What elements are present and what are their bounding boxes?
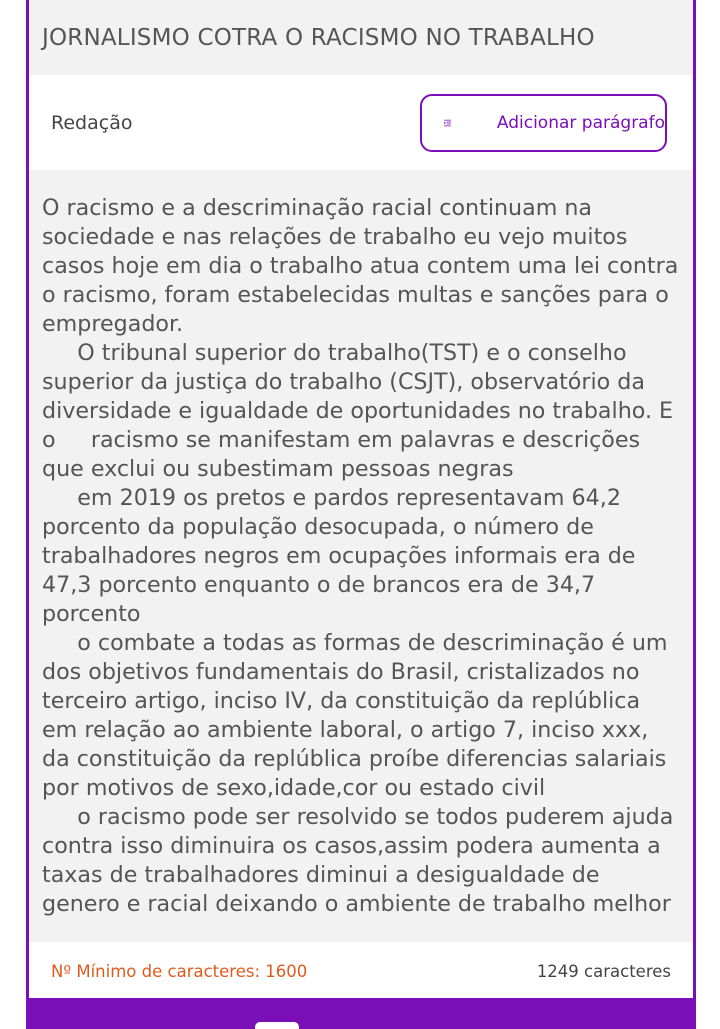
author-label: Redação xyxy=(51,112,133,134)
bottom-action-bar xyxy=(29,998,693,1029)
add-paragraph-label: Adicionar parágrafo xyxy=(496,113,665,133)
essay-area[interactable] xyxy=(29,170,693,942)
editor-toolbar xyxy=(29,75,693,170)
essay-body[interactable]: O racismo e a descriminação racial continuam na sociedade e nas relações de trabalho eu vejo muitos casos hoje em dia o trabalho atua contem uma lei contra o racismo, foram estabelecidas multas e sanções para o empregador. O tribunal superior do trabalho(TST) e o conselho superior da justiça do trabalho (CSJT), observatório da diversidade e igualdade de oportunidades no trabalho. E o racismo se manifestam em palavras e descrições que exclui ou subestimam pessoas negras em 2019 os pretos e pardos representavam 64,2 porcento da população desocupada, o número de trabalhadores negros em ocupações informais era de 47,3 porcento enquanto o de brancos era de 34,7 porcento o combate a todas as formas de descriminação é um dos objetivos fundamentais do Brasil, cristalizados no terceiro artigo, inciso IV, da constituição da replública em relação ao ambiente laboral, o artigo 7, inciso xxx, da constituição da replública proíbe diferencias salariais por motivos de sexo,idade,cor ou estado civil o racismo pode ser resolvido se todos puderem ajuda contra isso diminuira os casos,assim podera aumenta a taxas de trabalhadores diminui a desigualdade de genero e racial deixando o ambiente de trabalho melhor xyxy=(42,195,679,917)
title-bar xyxy=(29,0,693,75)
minimum-characters-label: Nº Mínimo de caracteres: 1600 xyxy=(51,962,308,981)
add-paragraph-button[interactable] xyxy=(420,94,667,152)
indent-paragraph-icon xyxy=(444,110,451,136)
character-count: 1249 caracteres xyxy=(536,962,671,981)
editor-frame xyxy=(26,0,696,1029)
character-counter-bar xyxy=(29,942,693,998)
keyboard-icon[interactable] xyxy=(255,1022,299,1029)
essay-title[interactable]: JORNALISMO COTRA O RACISMO NO TRABALHO xyxy=(42,24,595,51)
